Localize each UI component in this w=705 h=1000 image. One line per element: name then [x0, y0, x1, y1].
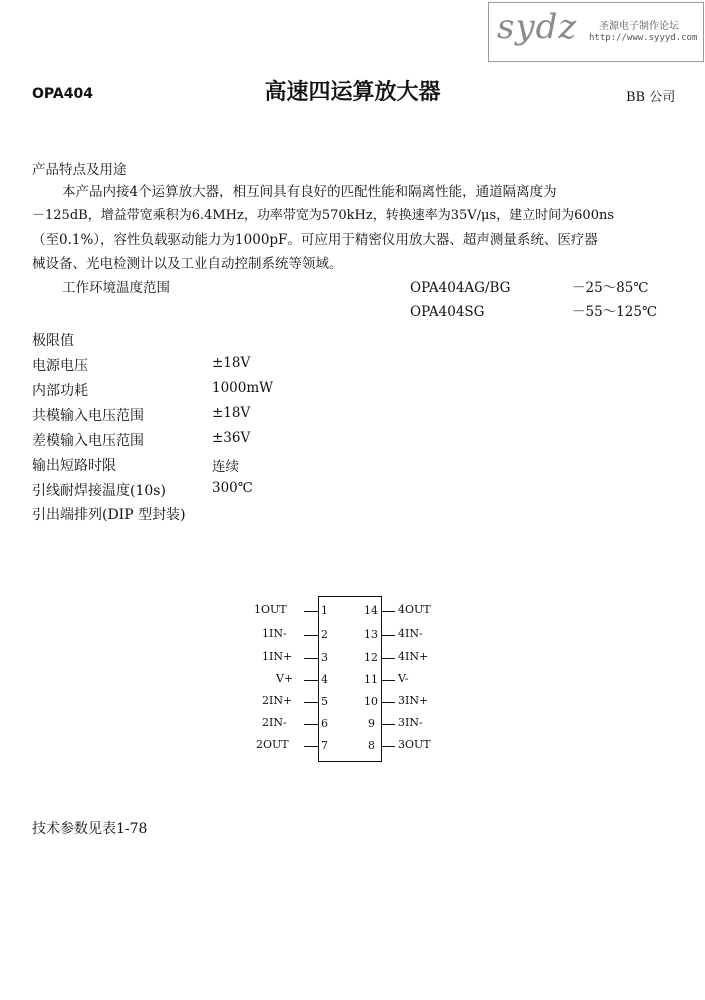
- features-line-4: 械设备、光电检测计以及工业自动控制系统等领域。: [32, 256, 343, 272]
- pin-6-number: 6: [321, 717, 328, 730]
- pin-3-number: 3: [321, 651, 328, 664]
- page-title: 高速四运算放大器: [264, 80, 441, 105]
- pin-14-name: 4OUT: [398, 603, 431, 616]
- pin-13-name: 4IN-: [398, 627, 423, 640]
- watermark-logo: sydz: [497, 7, 578, 47]
- pin-2-number: 2: [321, 628, 328, 641]
- limit-value-3: ±18V: [212, 405, 251, 421]
- limit-label-3: 共模输入电压范围: [32, 408, 144, 424]
- pin-10-number: 10: [364, 695, 378, 708]
- pin-11-name: V-: [398, 672, 409, 685]
- watermark-url: http://www.syyyd.com: [589, 33, 698, 43]
- pin-12-number: 12: [364, 651, 378, 664]
- pin-4-number: 4: [321, 673, 328, 686]
- features-line-1: 本产品内接4个运算放大器，相互间具有良好的匹配性能和隔离性能，通道隔离度为: [62, 184, 557, 200]
- pin-8-lead: [381, 746, 395, 747]
- pin-2-lead: [304, 635, 318, 636]
- pin-4-name: V+: [276, 672, 294, 685]
- pin-3-lead: [304, 658, 318, 659]
- temp-range-2: －55～125℃: [572, 304, 658, 320]
- pin-13-number: 13: [364, 628, 378, 641]
- limit-label-2: 内部功耗: [32, 383, 88, 399]
- pin-8-number: 8: [368, 739, 375, 752]
- features-heading: 产品特点及用途: [32, 162, 127, 178]
- limit-label-1: 电源电压: [32, 358, 88, 374]
- pin-12-lead: [381, 658, 395, 659]
- limit-value-2: 1000mW: [212, 380, 274, 396]
- limit-value-6: 300℃: [212, 480, 253, 496]
- pin-11-number: 11: [364, 673, 378, 686]
- pin-2-name: 1IN-: [262, 627, 287, 640]
- pin-1-lead: [304, 611, 318, 612]
- limit-value-4: ±36V: [212, 430, 251, 446]
- pin-1-number: 1: [321, 604, 328, 617]
- pin-10-name: 3IN+: [398, 694, 429, 707]
- pin-7-name: 2OUT: [256, 738, 289, 751]
- pin-9-number: 9: [368, 717, 375, 730]
- pin-13-lead: [381, 635, 395, 636]
- pin-8-name: 3OUT: [398, 738, 431, 751]
- temp-range-label: 工作环境温度范围: [62, 280, 170, 296]
- part-number: OPA404: [32, 86, 93, 102]
- pin-7-number: 7: [321, 739, 328, 752]
- pin-14-number: 14: [364, 604, 378, 617]
- temp-range-1: －25～85℃: [572, 280, 649, 296]
- limit-value-1: ±18V: [212, 355, 251, 371]
- pinout-heading: 引出端排列(DIP 型封装): [32, 507, 186, 523]
- pin-10-lead: [381, 702, 395, 703]
- limit-value-5: 连续: [212, 459, 239, 475]
- limits-heading: 极限值: [32, 333, 74, 349]
- pin-14-lead: [381, 611, 395, 612]
- pin-5-number: 5: [321, 695, 328, 708]
- watermark-box: [488, 2, 704, 62]
- pin-5-name: 2IN+: [262, 694, 293, 707]
- pin-3-name: 1IN+: [262, 650, 293, 663]
- temp-model-1: OPA404AG/BG: [410, 280, 511, 296]
- pin-9-lead: [381, 724, 395, 725]
- pin-12-name: 4IN+: [398, 650, 429, 663]
- pin-4-lead: [304, 680, 318, 681]
- limit-label-6: 引线耐焊接温度(10s): [32, 483, 166, 499]
- pin-5-lead: [304, 702, 318, 703]
- pin-9-name: 3IN-: [398, 716, 423, 729]
- pin-7-lead: [304, 746, 318, 747]
- footer-note: 技术参数见表1-78: [32, 821, 148, 837]
- pin-6-name: 2IN-: [262, 716, 287, 729]
- pin-1-name: 1OUT: [254, 603, 287, 616]
- pin-11-lead: [381, 680, 395, 681]
- manufacturer: BB 公司: [626, 90, 676, 105]
- watermark-site-name: 圣源电子制作论坛: [599, 21, 679, 32]
- limit-label-5: 输出短路时限: [32, 458, 116, 474]
- features-line-2: －125dB，增益带宽乘积为6.4MHz，功率带宽为570kHz，转换速率为35V/μs，建立时间为600ns: [32, 208, 615, 223]
- limit-label-4: 差模输入电压范围: [32, 433, 144, 449]
- features-line-3: （至0.1%），容性负载驱动能力为1000pF。可应用于精密仪用放大器、超声测量系统、医疗器: [32, 232, 598, 248]
- temp-model-2: OPA404SG: [410, 304, 485, 320]
- pin-6-lead: [304, 724, 318, 725]
